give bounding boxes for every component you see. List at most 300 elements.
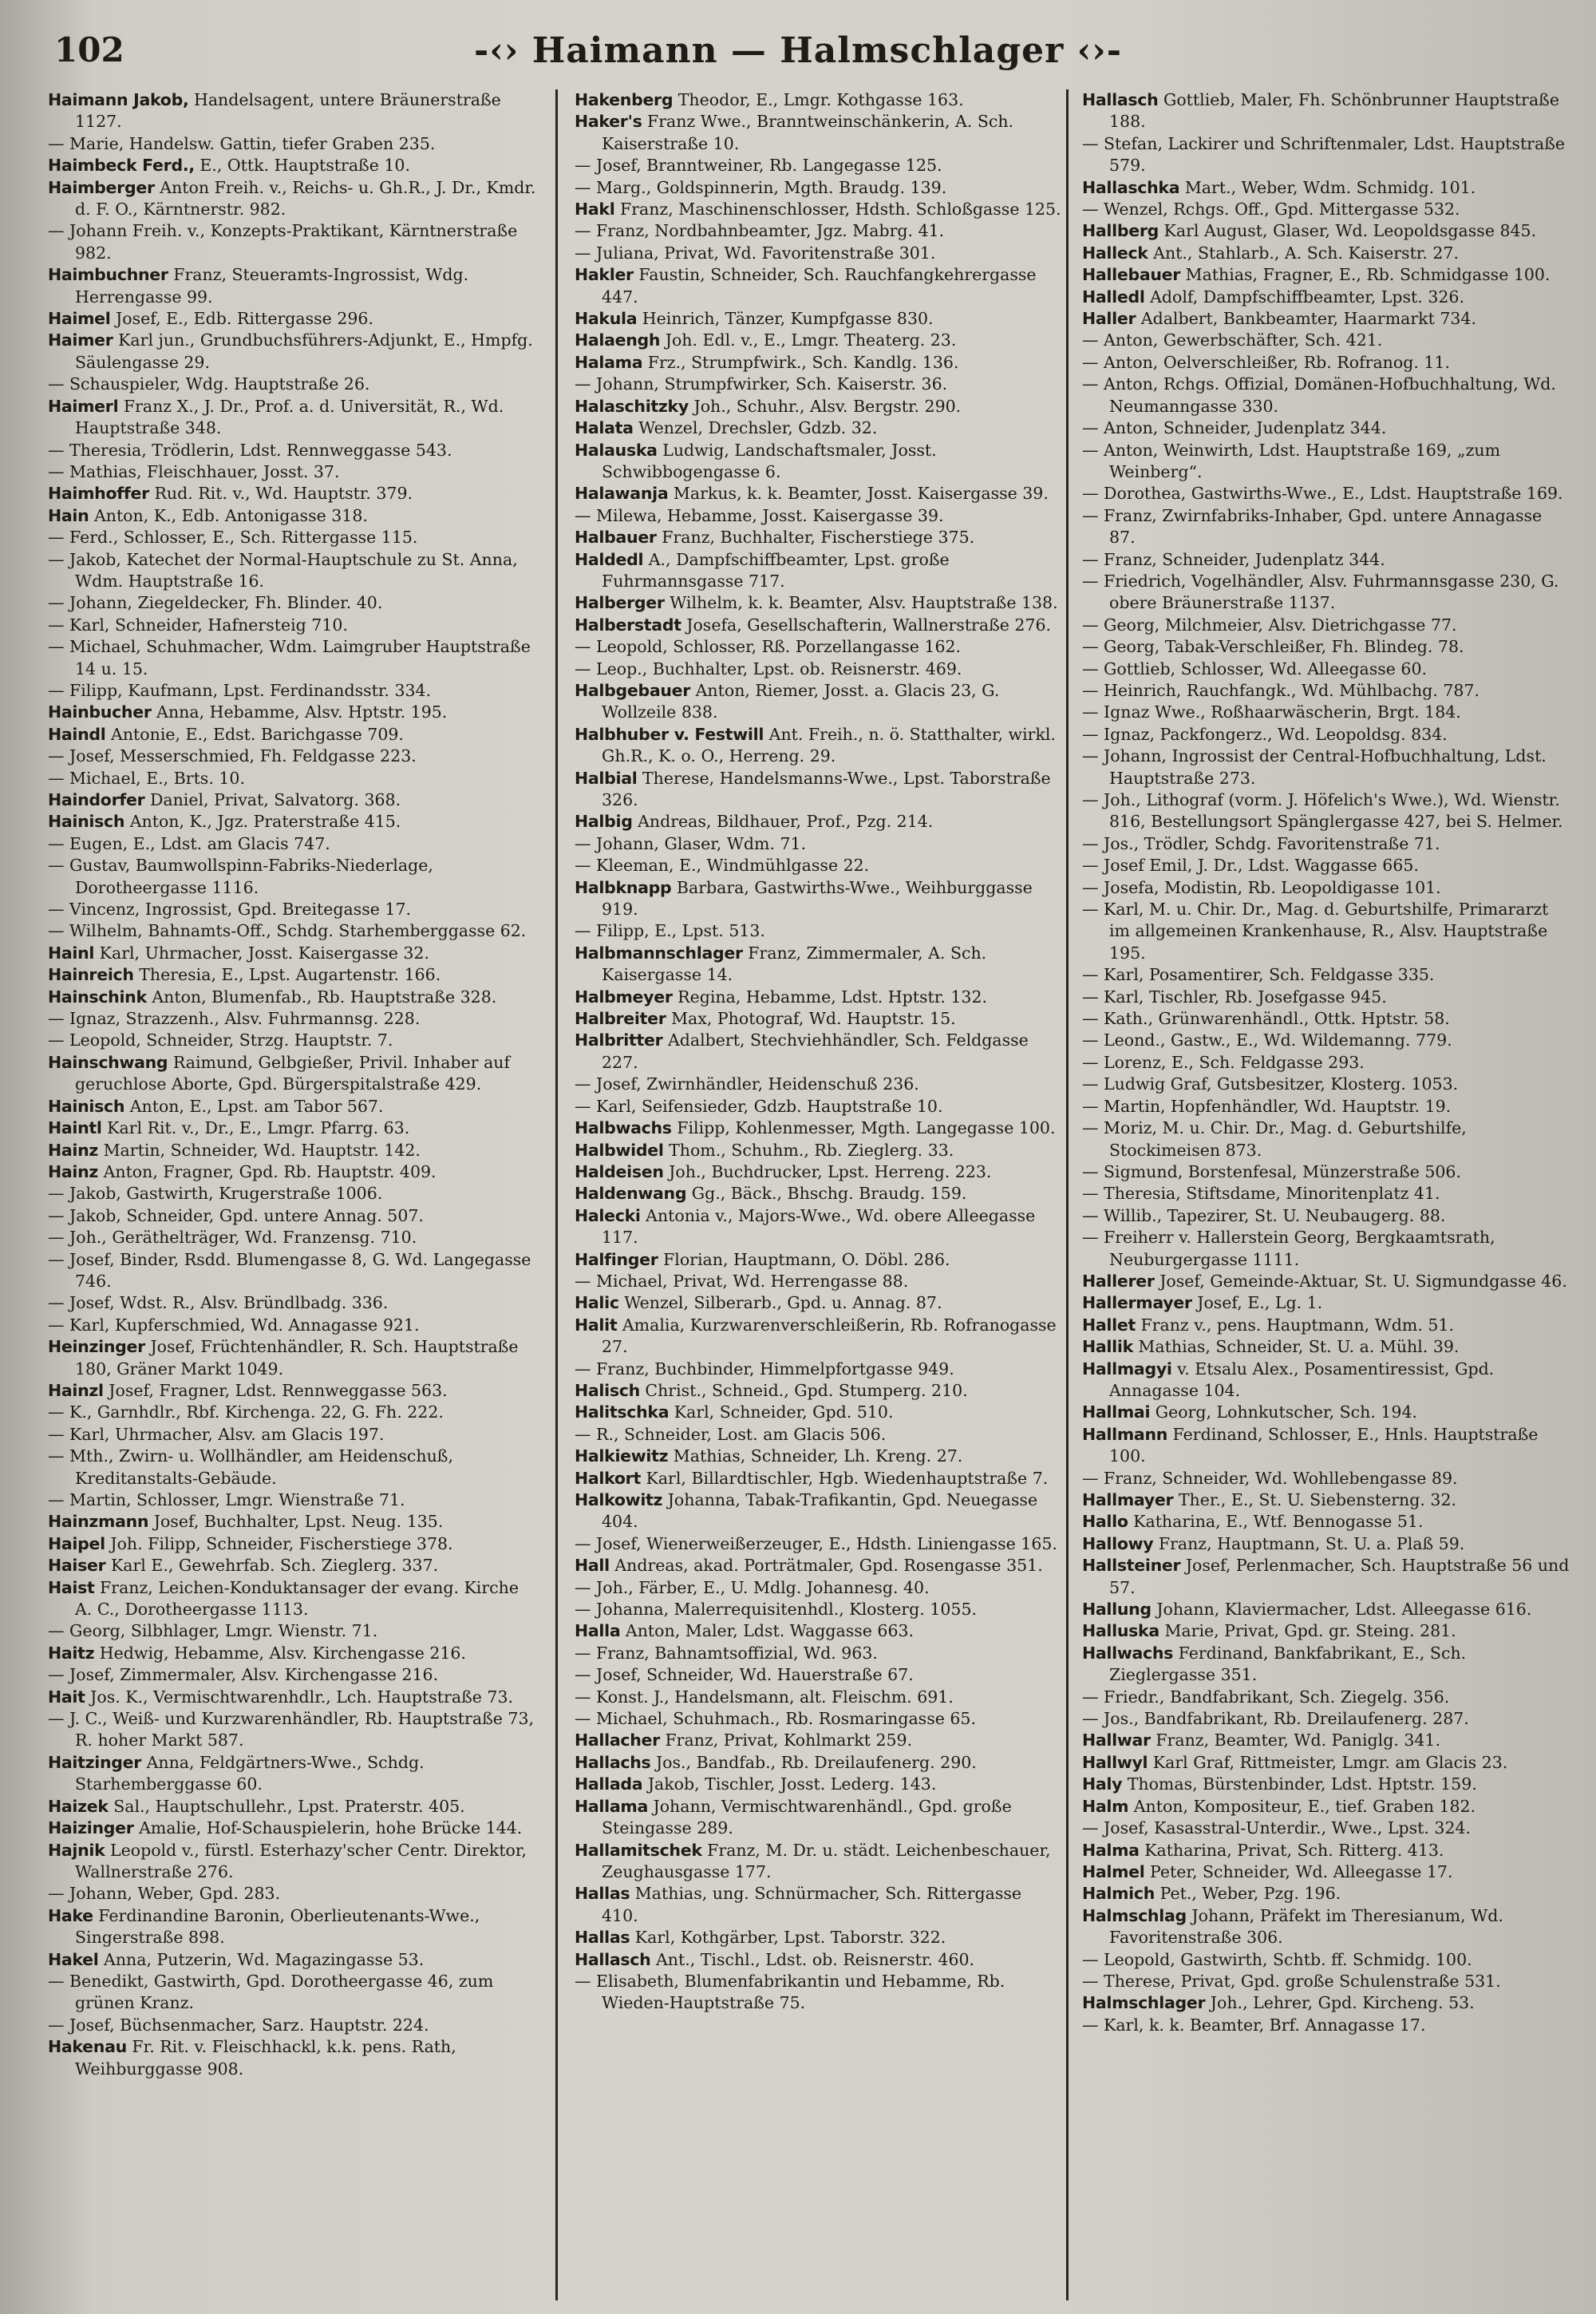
entry-details: Therese, Handelsmanns-Wwe., Lpst. Taborstraße 326. — [602, 768, 1051, 809]
entry-details: Franz, Leichen-Konduktansager der evang. Kirche A. C., Dorotheergasse 1113. — [75, 1577, 519, 1620]
entry-surname: Hainz — [48, 1161, 99, 1181]
entry-surname: Hallada — [575, 1774, 643, 1794]
entry-details: Anton Freih. v., Reichs- u. Gh.R., J. Dr., Kmdr. d. F. O., Kärntnerstr. 982. — [75, 177, 536, 220]
directory-entry — [575, 1774, 1061, 1795]
entry-details: Franz, Buchhalter, Fischerstiege 375. — [656, 528, 975, 548]
entry-details: — Joh., Lithograf (vorm. J. Höfelich's Wwe.), Wd. Wienstr. 816, Bestellungsort Spänglergasse 427, bei S. Helmer. — [1082, 790, 1563, 832]
entry-surname: Hain — [48, 505, 89, 525]
entry-details: Thomas, Bürstenbinder, Ldst. Hptstr. 159. — [1122, 1774, 1477, 1794]
entry-details: Gottlieb, Maler, Fh. Schönbrunner Hauptstraße 188. — [1109, 90, 1560, 132]
entry-details: — Franz, Schneider, Wd. Wohllebengasse 89. — [1082, 1468, 1458, 1488]
directory-entry — [575, 1183, 1061, 1204]
entry-surname: Halic — [575, 1293, 619, 1313]
directory-entry — [575, 877, 1061, 921]
entry-details: Ant., Tischl., Ldst. ob. Reisnerstr. 460. — [650, 1949, 975, 1969]
entry-surname: Haimbuchner — [48, 265, 168, 285]
entry-details: Josef, Perlenmacher, Sch. Hauptstraße 56 und 57. — [1109, 1556, 1570, 1597]
directory-entry — [48, 1905, 536, 1949]
entry-details: Johann, Klaviermacher, Ldst. Alleegasse 616. — [1151, 1600, 1532, 1620]
directory-entry — [48, 1796, 536, 1818]
entry-details: — Josefa, Modistin, Rb. Leopoldigasse 101. — [1082, 877, 1441, 897]
entry-surname: Haimerl — [48, 396, 119, 416]
directory-entry — [1082, 1796, 1572, 1818]
entry-details: — Willib., Tapezirer, St. U. Neubaugerg. 88. — [1082, 1205, 1446, 1225]
entry-details: Mathias, Schneider, St. U. a. Mühl. 39. — [1132, 1337, 1460, 1357]
entry-surname: Haimhoffer — [48, 484, 149, 504]
entry-details: — Leop., Buchhalter, Lpst. ob. Reisnerstr. 469. — [575, 659, 962, 678]
entry-details: Amalia, Kurzwarenverschleißerin, Rb. Rofranogasse 27. — [602, 1315, 1057, 1357]
entry-surname: Hallet — [1082, 1315, 1136, 1335]
directory-entry — [575, 1949, 1061, 1971]
directory-entry — [1082, 1117, 1572, 1161]
directory-entry — [1082, 1402, 1572, 1423]
entry-details: — Stefan, Lackirer und Schriftenmaler, Ldst. Hauptstraße 579. — [1082, 133, 1566, 176]
entry-surname: Hainbucher — [48, 702, 152, 722]
column-1 — [48, 89, 536, 2304]
entry-details: — Friedr., Bandfabrikant, Sch. Ziegelg. 356. — [1082, 1687, 1450, 1707]
column-divider — [1066, 89, 1069, 2300]
entry-surname: Hajnik — [48, 1840, 105, 1860]
directory-entry — [575, 527, 1061, 548]
entry-surname: Hallberg — [1082, 221, 1159, 241]
entry-details: — Josef, Binder, Rsdd. Blumengasse 8, G. Wd. Langegasse 746. — [48, 1249, 531, 1291]
directory-entry — [575, 352, 1061, 374]
entry-surname: Hallmann — [1082, 1424, 1168, 1444]
directory-entry — [48, 155, 536, 176]
entry-details: Johanna, Tabak-Trafikantin, Gpd. Neuegasse 404. — [602, 1490, 1038, 1532]
directory-entry — [575, 1074, 1061, 1095]
entry-details: Gg., Bäck., Bhschg. Braudg. 159. — [686, 1184, 967, 1204]
entry-details: Katharina, E., Wtf. Bennogasse 51. — [1128, 1512, 1424, 1532]
entry-details: Thom., Schuhm., Rb. Zieglerg. 33. — [663, 1140, 954, 1160]
directory-entry — [48, 1643, 536, 1664]
directory-entry — [575, 1620, 1061, 1642]
directory-entry — [1082, 1511, 1572, 1533]
directory-entry — [575, 177, 1061, 199]
entry-details: — Ferd., Schlosser, E., Sch. Rittergasse 115. — [48, 528, 418, 548]
entry-surname: Hakler — [575, 265, 634, 285]
directory-entry — [575, 855, 1061, 876]
entry-surname: Halla — [575, 1621, 621, 1641]
entry-surname: Hallamitschek — [575, 1840, 702, 1860]
directory-entry — [1082, 680, 1572, 702]
entry-details: Daniel, Privat, Salvatorg. 368. — [144, 790, 401, 809]
directory-entry — [48, 1533, 536, 1555]
entry-details: Josef, E., Lg. 1. — [1191, 1293, 1323, 1313]
entry-surname: Haker's — [575, 112, 642, 132]
directory-entry — [1082, 199, 1572, 220]
entry-details: Wenzel, Silberarb., Gpd. u. Annag. 87. — [618, 1293, 942, 1313]
entry-surname: Halbmannschlager — [575, 943, 743, 963]
directory-entry — [1082, 1271, 1572, 1292]
entry-surname: Halmschlager — [1082, 1993, 1206, 2013]
directory-entry — [48, 1183, 536, 1204]
directory-entry — [575, 1708, 1061, 1730]
entry-details: — Anton, Weinwirth, Ldst. Hauptstraße 169, „zum Weinberg“. — [1082, 440, 1501, 481]
directory-entry — [48, 1708, 536, 1752]
directory-entry — [48, 1249, 536, 1293]
entry-details: — Johann, Weber, Gpd. 283. — [48, 1884, 281, 1904]
directory-entry — [48, 1336, 536, 1380]
entry-details: Ferdinandine Baronin, Oberlieutenants-Wwe., Singerstraße 898. — [75, 1905, 480, 1948]
directory-entry — [1082, 440, 1572, 484]
entry-details: — Gustav, Baumwollspinn-Fabriks-Niederlage, Dorotheergasse 1116. — [48, 856, 433, 897]
entry-details: Josef, Buchhalter, Lpst. Neug. 135. — [148, 1512, 444, 1532]
directory-entry — [48, 833, 536, 855]
directory-entry — [575, 155, 1061, 176]
directory-entry — [575, 505, 1061, 527]
entry-details: — Wilhelm, Bahnamts-Off., Schdg. Starhemberggasse 62. — [48, 921, 527, 941]
directory-entry — [48, 636, 536, 680]
directory-entry — [1082, 177, 1572, 199]
entry-details: — Lorenz, E., Sch. Feldgasse 293. — [1082, 1052, 1365, 1072]
entry-surname: Halmich — [1082, 1884, 1156, 1904]
entry-details: Ant., Stahlarb., A. Sch. Kaiserstr. 27. — [1148, 243, 1459, 263]
directory-entry — [48, 483, 536, 504]
directory-entry — [48, 964, 536, 986]
entry-details: Georg, Lohnkutscher, Sch. 194. — [1150, 1402, 1418, 1422]
entry-details: Mathias, Fragner, E., Rb. Schmidgasse 100. — [1180, 265, 1551, 285]
entry-surname: Hall — [575, 1556, 610, 1576]
entry-details: Rud. Rit. v., Wd. Hauptstr. 379. — [148, 484, 413, 504]
entry-details: — Michael, E., Brts. 10. — [48, 768, 245, 788]
entry-details: Fr. Rit. v. Fleischhackl, k.k. pens. Rath, Weihburggasse 908. — [75, 2037, 456, 2079]
directory-entry — [48, 855, 536, 899]
directory-entry — [48, 1096, 536, 1117]
directory-entry — [1082, 899, 1572, 964]
entry-details: Joh. Filipp, Schneider, Fischerstiege 378. — [105, 1533, 453, 1553]
directory-entry — [575, 1117, 1061, 1139]
directory-entry — [1082, 636, 1572, 658]
directory-entry — [48, 1292, 536, 1314]
directory-entry — [575, 1161, 1061, 1183]
entry-details: Franz, Zimmermaler, A. Sch. Kaisergasse 14. — [602, 943, 987, 985]
entry-details: Karl, Schneider, Gpd. 510. — [669, 1402, 894, 1422]
directory-entry — [1082, 133, 1572, 177]
entry-details: Adalbert, Bankbeamter, Haarmarkt 734. — [1136, 309, 1476, 329]
entry-surname: Hainisch — [48, 1096, 125, 1116]
entry-details: — Johann, Ingrossist der Central-Hofbuchhaltung, Ldst. Hauptstraße 273. — [1082, 746, 1547, 788]
directory-entry — [48, 811, 536, 833]
entry-details: Ferdinand, Bankfabrikant, E., Sch. Zieglergasse 351. — [1109, 1643, 1467, 1685]
entry-details: — Josef, Messerschmied, Fh. Feldgasse 223. — [48, 746, 417, 766]
directory-entry — [48, 1687, 536, 1708]
entry-details: — Elisabeth, Blumenfabrikantin und Hebamme, Rb. Wieden-Hauptstraße 75. — [575, 1971, 1005, 2013]
directory-entry — [575, 220, 1061, 242]
entry-details: — Josef, Wienerweißerzeuger, E., Hdsth. Liniengasse 165. — [575, 1533, 1057, 1553]
directory-entry — [48, 746, 536, 767]
entry-details: — Michael, Schuhmacher, Wdm. Laimgruber Hauptstraße 14 u. 15. — [48, 637, 531, 678]
directory-entry — [575, 308, 1061, 330]
entry-details: Handelsagent, untere Bräunerstraße 1127. — [75, 90, 501, 132]
directory-entry — [575, 374, 1061, 395]
entry-details: — Filipp, Kaufmann, Lpst. Ferdinandsstr. 334. — [48, 680, 432, 700]
entry-surname: Hakel — [48, 1949, 99, 1969]
entry-details: — J. C., Weiß- und Kurzwarenhändler, Rb. Hauptstraße 73, R. hoher Markt 587. — [48, 1709, 535, 1750]
entry-details: — Leopold, Schneider, Strzg. Hauptstr. 7. — [48, 1030, 393, 1050]
directory-entry — [1082, 1687, 1572, 1708]
directory-entry — [48, 2036, 536, 2080]
entry-details: Mathias, Schneider, Lh. Kreng. 27. — [668, 1446, 963, 1466]
directory-entry — [1082, 1030, 1572, 1051]
directory-entry — [575, 1599, 1061, 1620]
entry-details: Wenzel, Drechsler, Gdzb. 32. — [633, 418, 878, 438]
directory-entry — [1082, 1008, 1572, 1030]
entry-details: — Jos., Trödler, Schdg. Favoritenstraße 71. — [1082, 833, 1440, 853]
directory-entry — [48, 615, 536, 636]
directory-entry — [1082, 659, 1572, 680]
entry-details: Karl Graf, Rittmeister, Lmgr. am Glacis 23. — [1148, 1752, 1508, 1772]
entry-surname: Halleck — [1082, 243, 1148, 263]
entry-details: — Ignaz Wwe., Roßhaarwäscherin, Brgt. 184. — [1082, 702, 1461, 722]
directory-entry — [575, 943, 1061, 987]
entry-surname: Haimberger — [48, 177, 155, 197]
directory-entry — [48, 1489, 536, 1511]
entry-details: — Karl, M. u. Chir. Dr., Mag. d. Geburtshilfe, Primararzt im allgemeinen Krankenhause, R., Alsv. Hauptstraße 195. — [1082, 900, 1549, 963]
entry-surname: Hait — [48, 1687, 85, 1707]
entry-surname: Haimbeck Ferd., — [48, 156, 195, 176]
entry-surname: Halaengh — [575, 330, 661, 350]
directory-entry — [575, 1205, 1061, 1249]
directory-entry — [48, 1555, 536, 1576]
directory-entry — [1082, 89, 1572, 133]
entry-surname: Halawanja — [575, 484, 669, 504]
entry-surname: Hallas — [575, 1928, 630, 1948]
directory-entry — [575, 768, 1061, 812]
entry-surname: Halkiewitz — [575, 1446, 669, 1466]
entry-surname: Halbwidel — [575, 1140, 664, 1160]
entry-details: — Josef, Schneider, Wd. Hauerstraße 67. — [575, 1665, 914, 1685]
entry-details: Karl August, Glaser, Wd. Leopoldsgasse 845. — [1159, 221, 1537, 241]
entry-details: Jos., Bandfab., Rb. Dreilaufenerg. 290. — [650, 1752, 977, 1772]
entry-surname: Haindl — [48, 724, 106, 744]
directory-entry — [1082, 1949, 1572, 1971]
entry-details: — Ignaz, Packfongerz., Wd. Leopoldsg. 834. — [1082, 724, 1448, 744]
directory-entry — [1082, 549, 1572, 571]
directory-entry — [575, 549, 1061, 593]
entry-details: — Mth., Zwirn- u. Wollhändler, am Heidenschuß, Kreditanstalts-Gebäude. — [48, 1446, 453, 1488]
entry-details: — Leopold, Schlosser, Rß. Porzellangasse 162. — [575, 637, 962, 657]
directory-entry — [48, 1818, 536, 1839]
entry-details: — Josef Emil, J. Dr., Ldst. Waggasse 665. — [1082, 856, 1419, 876]
entry-details: — R., Schneider, Lost. am Glacis 506. — [575, 1424, 887, 1444]
column-3 — [1082, 89, 1572, 2304]
directory-entry — [1082, 1818, 1572, 1839]
directory-entry — [1082, 1315, 1572, 1336]
directory-entry — [48, 220, 536, 264]
directory-entry — [48, 1315, 536, 1336]
entry-details: — Jakob, Schneider, Gpd. untere Annag. 507. — [48, 1205, 424, 1225]
entry-surname: Hallmai — [1082, 1402, 1151, 1422]
directory-entry — [1082, 615, 1572, 636]
directory-entry — [1082, 1555, 1572, 1599]
entry-surname: Halberstadt — [575, 615, 681, 635]
directory-entry — [575, 1096, 1061, 1117]
entry-surname: Hallo — [1082, 1512, 1128, 1532]
directory-entry — [1082, 1227, 1572, 1271]
entry-details: Johann, Vermischtwarenhändl., Gpd. große Steingasse 289. — [602, 1796, 1012, 1838]
entry-surname: Hakenau — [48, 2037, 127, 2057]
entry-details: — Anton, Gewerbschäfter, Sch. 421. — [1082, 330, 1383, 350]
directory-entry — [48, 1161, 536, 1183]
entry-surname: Hallwachs — [1082, 1643, 1174, 1663]
directory-entry — [575, 330, 1061, 351]
entry-details: Karl E., Gewehrfab. Sch. Zieglerg. 337. — [105, 1556, 439, 1576]
entry-details: Frz., Strumpfwirk., Sch. Kandlg. 136. — [642, 352, 959, 372]
directory-entry — [48, 899, 536, 920]
entry-details: — Sigmund, Borstenfesal, Münzerstraße 506. — [1082, 1161, 1461, 1181]
directory-entry — [48, 308, 536, 330]
directory-entry — [575, 417, 1061, 439]
directory-entry — [1082, 1840, 1572, 1861]
directory-entry — [575, 111, 1061, 155]
entry-details: Regina, Hebamme, Ldst. Hptstr. 132. — [672, 987, 988, 1007]
entry-surname: Halbhuber v. Festwill — [575, 724, 764, 744]
directory-entry — [575, 1883, 1061, 1927]
entry-details: Franz, Steueramts-Ingrossist, Wdg. Herrengasse 99. — [75, 265, 469, 307]
entry-surname: Haldenwang — [575, 1184, 687, 1204]
entry-surname: Haldeisen — [575, 1161, 664, 1181]
entry-surname: Halbreiter — [575, 1009, 666, 1029]
entry-details: Ferdinand, Schlosser, E., Hnls. Hauptstraße 100. — [1109, 1424, 1539, 1466]
directory-entry — [575, 1577, 1061, 1599]
directory-entry — [575, 1140, 1061, 1161]
entry-details: — Schauspieler, Wdg. Hauptstraße 26. — [48, 374, 370, 394]
entry-details: — Johann, Strumpfwirker, Sch. Kaiserstr. 36. — [575, 374, 948, 394]
page-number: 102 — [54, 30, 124, 69]
directory-entry — [1082, 2015, 1572, 2036]
entry-details: Franz, M. Dr. u. städt. Leichenbeschauer, Zeughausgasse 177. — [602, 1840, 1051, 1881]
entry-details: Adolf, Dampfschiffbeamter, Lpst. 326. — [1144, 287, 1464, 307]
entry-details: — Ludwig Graf, Gutsbesitzer, Klosterg. 1053. — [1082, 1074, 1459, 1094]
entry-surname: Hallaschka — [1082, 177, 1180, 197]
entry-details: Mathias, ung. Schnürmacher, Sch. Rittergasse 410. — [602, 1884, 1022, 1925]
entry-details: Anton, E., Lpst. am Tabor 567. — [124, 1096, 384, 1116]
entry-surname: Halbknapp — [575, 877, 672, 897]
entry-details: — Marg., Goldspinnerin, Mgth. Braudg. 139. — [575, 177, 947, 197]
entry-details: — Ignaz, Strazzenh., Alsv. Fuhrmannsg. 228. — [48, 1009, 421, 1029]
entry-surname: Haimel — [48, 309, 111, 329]
entry-details: Filipp, Kohlenmesser, Mgth. Langegasse 100. — [671, 1118, 1056, 1138]
entry-details: Mart., Weber, Wdm. Schmidg. 101. — [1179, 177, 1476, 197]
directory-entry — [48, 264, 536, 308]
directory-entry — [1082, 877, 1572, 899]
entry-details: — Benedikt, Gastwirth, Gpd. Dorotheergasse 46, zum grünen Kranz. — [48, 1971, 494, 2013]
directory-entry — [1082, 1424, 1572, 1468]
entry-surname: Hainzmann — [48, 1512, 149, 1532]
entry-surname: Hainl — [48, 943, 95, 963]
entry-details: — Georg, Silbhlager, Lmgr. Wienstr. 71. — [48, 1621, 378, 1641]
directory-entry — [48, 177, 536, 221]
directory-entry — [575, 1555, 1061, 1576]
directory-entry — [575, 1489, 1061, 1533]
directory-entry — [1082, 264, 1572, 286]
entry-details: Josefa, Gesellschafterin, Wallnerstraße 276. — [681, 615, 1052, 635]
entry-details: — Franz, Bahnamtsoffizial, Wd. 963. — [575, 1643, 878, 1663]
directory-entry — [48, 1577, 536, 1621]
directory-entry — [48, 1511, 536, 1533]
entry-surname: Hallachs — [575, 1752, 651, 1772]
entry-details: — Johann, Glaser, Wdm. 71. — [575, 833, 807, 853]
entry-details: Jos. K., Vermischtwarenhdlr., Lch. Hauptstraße 73. — [85, 1687, 514, 1707]
directory-entry — [48, 1883, 536, 1905]
directory-entry — [575, 1380, 1061, 1402]
directory-entry — [575, 1359, 1061, 1380]
directory-entry — [1082, 1774, 1572, 1795]
directory-entry — [575, 1292, 1061, 1314]
entry-surname: Heinzinger — [48, 1337, 145, 1357]
entry-details: — Therese, Privat, Gpd. große Schulenstraße 531. — [1082, 1971, 1501, 1991]
directory-entry — [1082, 1971, 1572, 1992]
entry-surname: Hallasch — [1082, 90, 1159, 109]
entry-details: Josef, Gemeinde-Aktuar, St. U. Sigmundgasse 46. — [1154, 1271, 1567, 1291]
entry-details: — Jakob, Gastwirth, Krugerstraße 1006. — [48, 1184, 383, 1204]
directory-entry — [1082, 724, 1572, 746]
entry-surname: Haintl — [48, 1118, 102, 1138]
entry-details: Amalie, Hof-Schauspielerin, hohe Brücke 144. — [133, 1818, 523, 1838]
directory-entry — [1082, 571, 1572, 615]
entry-details: Joh., Schuhr., Alsv. Bergstr. 290. — [688, 396, 962, 416]
directory-entry — [575, 1927, 1061, 1948]
entry-details: Franz X., J. Dr., Prof. a. d. Universität, R., Wd. Hauptstraße 348. — [75, 396, 504, 438]
entry-details: Joh., Lehrer, Gpd. Kircheng. 53. — [1205, 1993, 1475, 2013]
entry-details: — Theresia, Stiftsdame, Minoritenplatz 41. — [1082, 1184, 1440, 1204]
directory-entry — [48, 1030, 536, 1051]
directory-entry — [1082, 1096, 1572, 1117]
directory-entry — [575, 920, 1061, 942]
directory-entry — [575, 483, 1061, 504]
directory-entry — [1082, 308, 1572, 330]
directory-entry — [1082, 352, 1572, 374]
entry-details: Josef, E., Edb. Rittergasse 296. — [110, 309, 373, 329]
entry-surname: Halberger — [575, 593, 665, 613]
directory-entry — [575, 1730, 1061, 1751]
entry-details: Ant. Freih., n. ö. Statthalter, wirkl. Gh.R., K. o. O., Herreng. 29. — [602, 724, 1056, 766]
entry-surname: Halauska — [575, 440, 658, 460]
entry-details: Ludwig, Landschaftsmaler, Josst. Schwibbogengasse 6. — [602, 440, 937, 481]
column-divider — [555, 89, 558, 2300]
entry-surname: Halfinger — [575, 1249, 658, 1269]
directory-entry — [575, 680, 1061, 724]
directory-entry — [575, 1030, 1061, 1074]
entry-details: Adalbert, Stechviehhändler, Sch. Feldgasse 227. — [602, 1030, 1029, 1072]
entry-surname: Halbial — [575, 768, 638, 788]
directory-entry — [575, 1840, 1061, 1884]
directory-entry — [48, 1052, 536, 1096]
directory-entry — [1082, 1533, 1572, 1555]
entry-details: Anton, K., Edb. Antonigasse 318. — [89, 505, 368, 525]
entry-details: — Moriz, M. u. Chir. Dr., Mag. d. Geburtshilfe, Stockimeisen 873. — [1082, 1118, 1467, 1160]
entry-surname: Haizek — [48, 1796, 109, 1816]
directory-entry — [1082, 1489, 1572, 1511]
entry-details: Max, Photograf, Wd. Hauptstr. 15. — [666, 1009, 956, 1029]
entry-details: Anna, Putzerin, Wd. Magazingasse 53. — [98, 1949, 425, 1969]
entry-surname: Halbig — [575, 812, 633, 832]
entry-details: — Georg, Tabak-Verschleißer, Fh. Blindeg. 78. — [1082, 637, 1464, 657]
directory-entry — [1082, 1730, 1572, 1751]
entry-details: — Karl, Tischler, Rb. Josefgasse 945. — [1082, 987, 1387, 1007]
entry-details: — Karl, Schneider, Hafnersteig 710. — [48, 615, 348, 635]
entry-details: — Konst. J., Handelsmann, alt. Fleischm. 691. — [575, 1687, 954, 1707]
entry-details: — Marie, Handelsw. Gattin, tiefer Graben 235. — [48, 133, 436, 153]
entry-details: E., Ottk. Hauptstraße 10. — [194, 156, 410, 176]
directory-entry — [1082, 330, 1572, 351]
directory-entry — [1082, 483, 1572, 504]
entry-surname: Halm — [1082, 1796, 1129, 1816]
entry-details: — Leopold, Gastwirth, Schtb. ff. Schmidg. 100. — [1082, 1949, 1472, 1969]
directory-entry — [575, 811, 1061, 833]
entry-details: Anton, Fragner, Gpd. Rb. Hauptstr. 409. — [98, 1161, 437, 1181]
